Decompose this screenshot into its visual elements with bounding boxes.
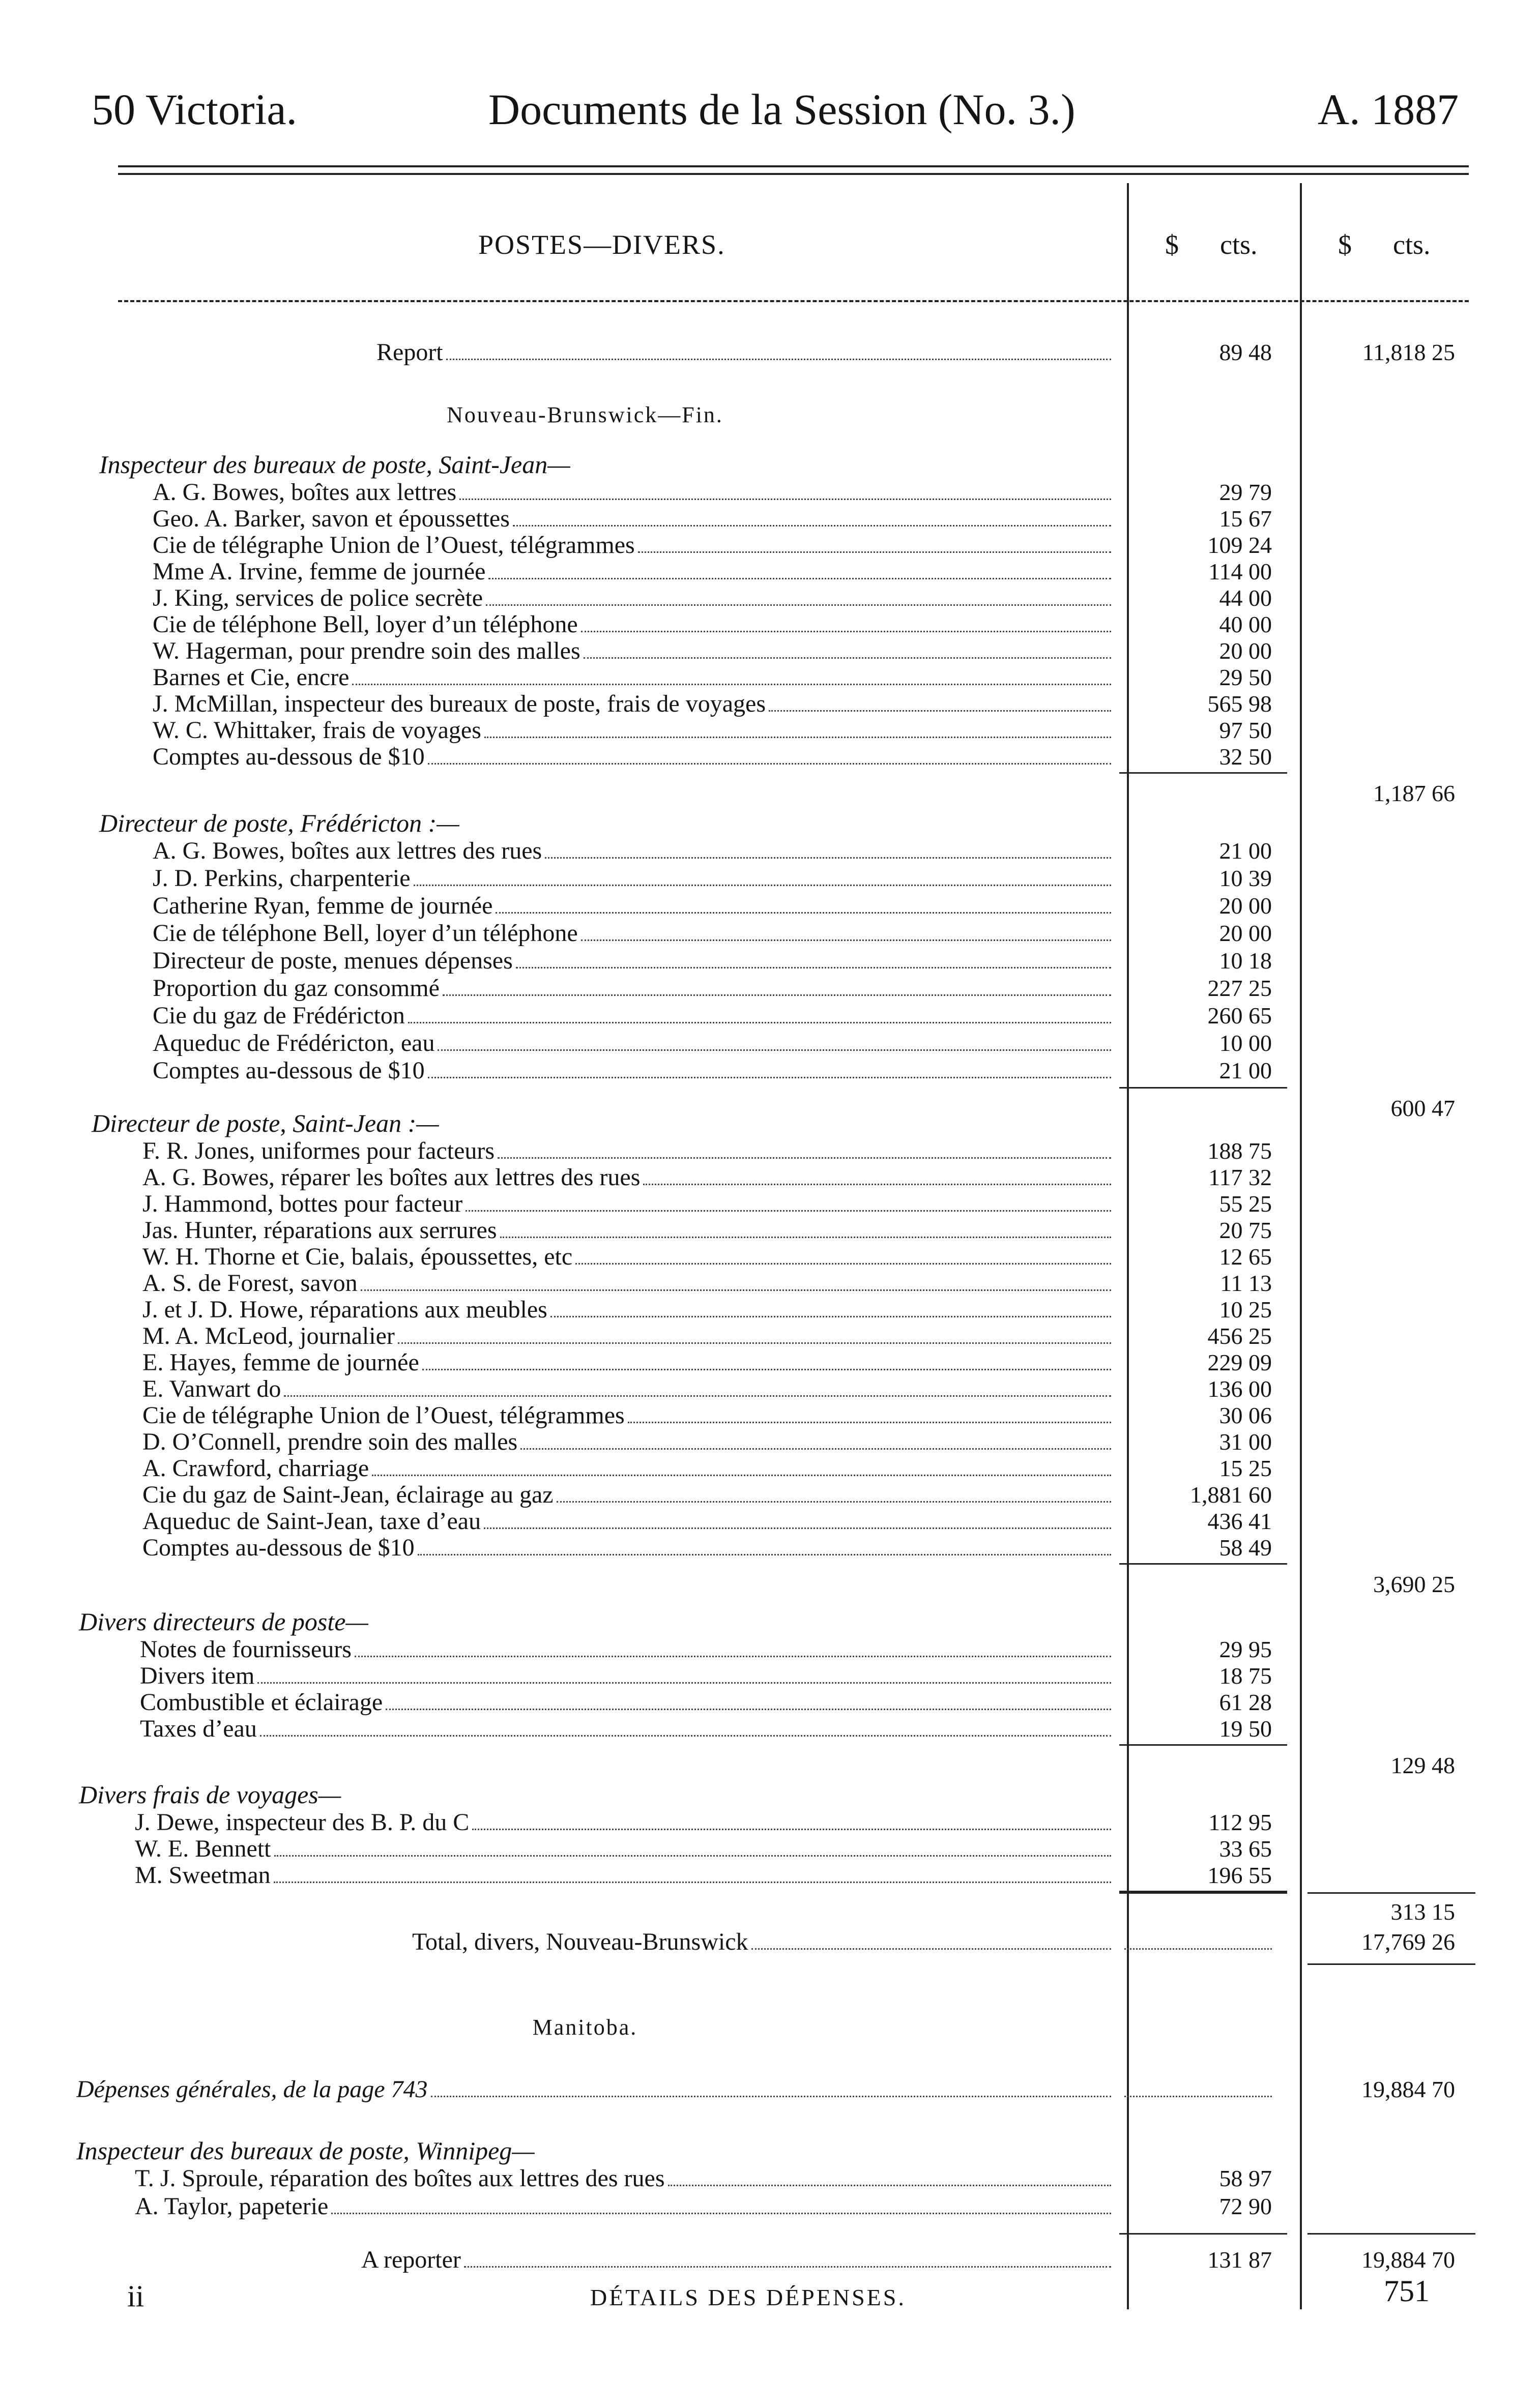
header-year: A. 1887 xyxy=(1318,85,1459,134)
table-row xyxy=(0,1348,1540,1377)
row-label: Taxes d’eau xyxy=(140,1715,257,1742)
row-amount: 1,881 60 xyxy=(1190,1482,1272,1508)
row-label: Notes de fournisseurs xyxy=(140,1636,352,1663)
row-label: W. Hagerman, pour prendre soin des malles xyxy=(153,637,580,664)
row-label: J. McMillan, inspecteur des bureaux de poste, frais de voyages xyxy=(153,690,766,717)
table-row xyxy=(0,690,1540,718)
row-amount: 10 00 xyxy=(1219,1030,1272,1056)
table-row xyxy=(0,716,1540,745)
reporter-rule-1 xyxy=(1119,2233,1287,2235)
row-amount: 11 13 xyxy=(1220,1270,1272,1296)
section-title-directeur-st-jean: Directeur de poste, Saint-Jean :— xyxy=(92,1109,439,1137)
row-amount: 15 67 xyxy=(1219,506,1272,532)
row-label: Directeur de poste, menues dépenses xyxy=(153,947,513,974)
row-amount: 55 25 xyxy=(1219,1191,1272,1217)
row-amount: 565 98 xyxy=(1207,691,1272,717)
subtotal-rule xyxy=(1119,1744,1287,1746)
table-row xyxy=(0,637,1540,665)
table-row xyxy=(0,1137,1540,1165)
header-document-title: Documents de la Session (No. 3.) xyxy=(488,85,1076,134)
report-amount-2: 11,818 25 xyxy=(1362,339,1455,365)
row-amount: 20 75 xyxy=(1219,1217,1272,1243)
row-label: Aqueduc de Frédéricton, eau xyxy=(153,1030,435,1056)
table-row xyxy=(0,1296,1540,1324)
column-header-dollars-cents-1: $ cts. xyxy=(1165,229,1258,260)
row-label: T. J. Sproule, réparation des boîtes aux lettres des rues xyxy=(135,2165,665,2192)
row-amount: 436 41 xyxy=(1207,1508,1272,1534)
row-amount: 20 00 xyxy=(1219,893,1272,919)
table-row xyxy=(0,2164,1540,2193)
table-row xyxy=(0,743,1540,771)
row-label: Cie de téléphone Bell, loyer d’un téléphone xyxy=(153,920,578,947)
subtotal-rule xyxy=(1119,1087,1287,1089)
header-double-rule xyxy=(118,165,1469,167)
subtotal-row xyxy=(0,779,1540,808)
section-title-inspecteur-winnipeg: Inspecteur des bureaux de poste, Winnipeg— xyxy=(76,2136,535,2165)
nb-total-underline xyxy=(1307,1963,1475,1965)
row-amount: 97 50 xyxy=(1219,717,1272,743)
table-head-rule xyxy=(118,300,1469,302)
table-row xyxy=(0,1029,1540,1058)
row-amount: 136 00 xyxy=(1207,1376,1272,1402)
row-label: Divers item xyxy=(140,1662,255,1689)
row-label: Jas. Hunter, réparations aux serrures xyxy=(142,1217,497,1244)
row-label: M. Sweetman xyxy=(135,1862,271,1889)
report-amount-1: 89 48 xyxy=(1219,339,1272,365)
row-amount: 21 00 xyxy=(1219,1058,1272,1083)
table-row xyxy=(0,1635,1540,1664)
row-label: J. et J. D. Howe, réparations aux meubles xyxy=(142,1296,547,1323)
row-amount: 12 65 xyxy=(1219,1244,1272,1270)
depenses-generales-label: Dépenses générales, de la page 743 xyxy=(76,2076,428,2103)
depenses-generales-amount: 19,884 70 xyxy=(1361,2076,1455,2102)
table-row xyxy=(0,2192,1540,2221)
footer-page-roman: ii xyxy=(127,2279,144,2313)
row-amount: 29 79 xyxy=(1219,479,1272,505)
row-label: Proportion du gaz consommé xyxy=(153,975,440,1002)
row-label: Cie de téléphone Bell, loyer d’un téléphone xyxy=(153,611,578,638)
nb-total-amount: 17,769 26 xyxy=(1361,1929,1455,1955)
table-row xyxy=(0,1401,1540,1430)
subtotal-amount: 600 47 xyxy=(1390,1095,1455,1121)
row-amount: 188 75 xyxy=(1207,1138,1272,1164)
row-amount: 10 39 xyxy=(1219,865,1272,891)
table-row xyxy=(0,1375,1540,1403)
row-label: J. Dewe, inspecteur des B. P. du C xyxy=(135,1809,470,1836)
row-label: A. G. Bowes, réparer les boîtes aux lettres des rues xyxy=(142,1164,641,1191)
province-heading-manitoba: Manitoba. xyxy=(532,2015,638,2040)
subtotal-row xyxy=(0,1570,1540,1599)
row-amount: 29 50 xyxy=(1219,664,1272,690)
section-title-directeur-fredericton: Directeur de poste, Frédéricton :— xyxy=(99,809,459,837)
table-row xyxy=(0,663,1540,692)
row-amount: 40 00 xyxy=(1219,611,1272,637)
row-label: D. O’Connell, prendre soin des malles xyxy=(142,1428,518,1455)
row-label: A. Crawford, charriage xyxy=(142,1455,369,1482)
row-amount: 19 50 xyxy=(1219,1716,1272,1742)
row-label: Barnes et Cie, encre xyxy=(153,664,350,691)
province-heading-nb: Nouveau-Brunswick—Fin. xyxy=(447,402,723,427)
row-amount: 227 25 xyxy=(1207,975,1272,1001)
row-label: Cie du gaz de Saint-Jean, éclairage au gaz xyxy=(142,1481,554,1508)
row-label: Comptes au-dessous de $10 xyxy=(153,1057,425,1084)
row-label: E. Vanwart do xyxy=(142,1375,281,1402)
a-reporter-amount-2: 19,884 70 xyxy=(1361,2247,1455,2273)
row-label: W. H. Thorne et Cie, balais, époussettes, etc xyxy=(142,1243,573,1270)
row-amount: 20 00 xyxy=(1219,920,1272,946)
table-row xyxy=(0,1269,1540,1298)
row-amount: 33 65 xyxy=(1219,1836,1272,1862)
row-label: J. D. Perkins, charpenterie xyxy=(153,865,411,892)
table-row xyxy=(0,1322,1540,1350)
row-amount: 112 95 xyxy=(1208,1809,1272,1835)
row-amount: 10 25 xyxy=(1219,1297,1272,1323)
row-amount: 29 95 xyxy=(1219,1636,1272,1662)
row-label: J. Hammond, bottes pour facteur xyxy=(142,1190,463,1217)
table-row xyxy=(0,1835,1540,1863)
table-row xyxy=(0,557,1540,586)
row-amount: 44 00 xyxy=(1219,585,1272,611)
row-amount: 15 25 xyxy=(1219,1455,1272,1481)
a-reporter-label: A reporter xyxy=(361,2246,461,2273)
row-amount: 58 97 xyxy=(1219,2165,1272,2191)
a-reporter-amount-1: 131 87 xyxy=(1207,2247,1272,2273)
nb-total-row xyxy=(0,1928,1540,1956)
table-row xyxy=(0,610,1540,639)
report-row xyxy=(0,338,1540,367)
row-amount: 20 00 xyxy=(1219,638,1272,664)
table-row xyxy=(0,1507,1540,1536)
row-label: A. S. de Forest, savon xyxy=(142,1270,358,1297)
table-row xyxy=(0,1662,1540,1690)
table-row xyxy=(0,974,1540,1003)
row-label: Catherine Ryan, femme de journée xyxy=(153,892,493,919)
row-amount: 196 55 xyxy=(1207,1862,1272,1888)
row-label: M. A. McLeod, journalier xyxy=(142,1323,395,1349)
subtotal-amount: 129 48 xyxy=(1390,1752,1455,1778)
row-amount: 31 00 xyxy=(1219,1429,1272,1455)
row-amount: 61 28 xyxy=(1219,1689,1272,1715)
row-label: A. Taylor, papeterie xyxy=(135,2193,329,2220)
row-label: Geo. A. Barker, savon et époussettes xyxy=(153,505,510,532)
a-reporter-row xyxy=(0,2246,1540,2274)
subtotal-row xyxy=(0,1898,1540,1926)
row-amount: 114 00 xyxy=(1208,559,1272,584)
report-label: Report xyxy=(376,339,443,366)
row-amount: 18 75 xyxy=(1219,1663,1272,1689)
table-row xyxy=(0,1243,1540,1271)
subtotal-amount: 1,187 66 xyxy=(1373,780,1455,806)
table-row xyxy=(0,892,1540,920)
row-label: W. E. Bennett xyxy=(135,1835,271,1862)
header-double-rule-2 xyxy=(118,173,1469,175)
row-amount: 58 49 xyxy=(1219,1535,1272,1561)
table-row xyxy=(0,1002,1540,1030)
row-label: Mme A. Irvine, femme de journée xyxy=(153,558,486,585)
row-label: Aqueduc de Saint-Jean, taxe d’eau xyxy=(142,1508,481,1535)
row-label: A. G. Bowes, boîtes aux lettres des rues xyxy=(153,837,542,864)
table-row xyxy=(0,531,1540,560)
row-amount: 109 24 xyxy=(1207,532,1272,558)
footer-page-number: 751 xyxy=(1384,2274,1430,2308)
row-amount: 260 65 xyxy=(1207,1003,1272,1029)
table-row xyxy=(0,1056,1540,1085)
row-label: Cie de télégraphe Union de l’Ouest, télégrammes xyxy=(142,1402,625,1429)
table-row xyxy=(0,1861,1540,1890)
row-label: Comptes au-dessous de $10 xyxy=(153,743,425,770)
nb-total-rule-1 xyxy=(1119,1892,1287,1894)
table-row xyxy=(0,1428,1540,1456)
table-row xyxy=(0,1454,1540,1483)
row-amount: 10 18 xyxy=(1219,948,1272,974)
subtotal-rule xyxy=(1119,772,1287,774)
table-row xyxy=(0,505,1540,533)
row-amount: 72 90 xyxy=(1219,2193,1272,2219)
subtotal-rule xyxy=(1119,1563,1287,1565)
section-title-frais-voyages: Divers frais de voyages— xyxy=(79,1780,341,1809)
subtotal-amount: 313 15 xyxy=(1390,1899,1455,1925)
table-row xyxy=(0,1216,1540,1245)
table-row xyxy=(0,947,1540,975)
row-label: Cie de télégraphe Union de l’Ouest, télégrammes xyxy=(153,532,635,559)
reporter-rule-2 xyxy=(1307,2233,1475,2235)
table-row xyxy=(0,1688,1540,1717)
row-amount: 117 32 xyxy=(1208,1164,1272,1190)
row-label: F. R. Jones, uniformes pour facteurs xyxy=(142,1137,495,1164)
table-row xyxy=(0,1808,1540,1837)
table-row xyxy=(0,1190,1540,1218)
table-row xyxy=(0,1163,1540,1192)
table-row xyxy=(0,837,1540,865)
section-title-divers-directeurs: Divers directeurs de poste— xyxy=(79,1607,368,1636)
row-label: E. Hayes, femme de journée xyxy=(142,1349,419,1376)
table-row xyxy=(0,1534,1540,1562)
table-row xyxy=(0,919,1540,948)
row-label: A. G. Bowes, boîtes aux lettres xyxy=(153,479,457,506)
table-title: POSTES—DIVERS. xyxy=(478,229,725,260)
table-row xyxy=(0,1715,1540,1743)
row-label: Comptes au-dessous de $10 xyxy=(142,1534,415,1561)
row-label: J. King, services de police secrète xyxy=(153,584,483,611)
column-header-dollars-cents-2: $ cts. xyxy=(1338,229,1431,260)
header-session-year: 50 Victoria. xyxy=(92,85,298,134)
row-label: W. C. Whittaker, frais de voyages xyxy=(153,717,481,744)
subtotal-amount: 3,690 25 xyxy=(1373,1571,1455,1597)
depenses-generales-row xyxy=(0,2075,1540,2104)
row-amount: 456 25 xyxy=(1207,1323,1272,1349)
row-amount: 32 50 xyxy=(1219,744,1272,770)
nb-total-label: Total, divers, Nouveau-Brunswick xyxy=(412,1928,748,1955)
section-title-inspecteur-st-jean: Inspecteur des bureaux de poste, Saint-Jean— xyxy=(99,450,570,479)
subtotal-row xyxy=(0,1751,1540,1780)
table-row xyxy=(0,478,1540,507)
table-row xyxy=(0,584,1540,612)
row-amount: 21 00 xyxy=(1219,838,1272,864)
table-row xyxy=(0,1481,1540,1509)
footer-title: DÉTAILS DES DÉPENSES. xyxy=(590,2284,906,2310)
row-amount: 30 06 xyxy=(1219,1402,1272,1428)
row-label: Cie du gaz de Frédéricton xyxy=(153,1002,405,1029)
table-row xyxy=(0,864,1540,893)
row-label: Combustible et éclairage xyxy=(140,1689,383,1716)
nb-total-rule-2 xyxy=(1307,1892,1475,1894)
row-amount: 229 09 xyxy=(1207,1349,1272,1375)
